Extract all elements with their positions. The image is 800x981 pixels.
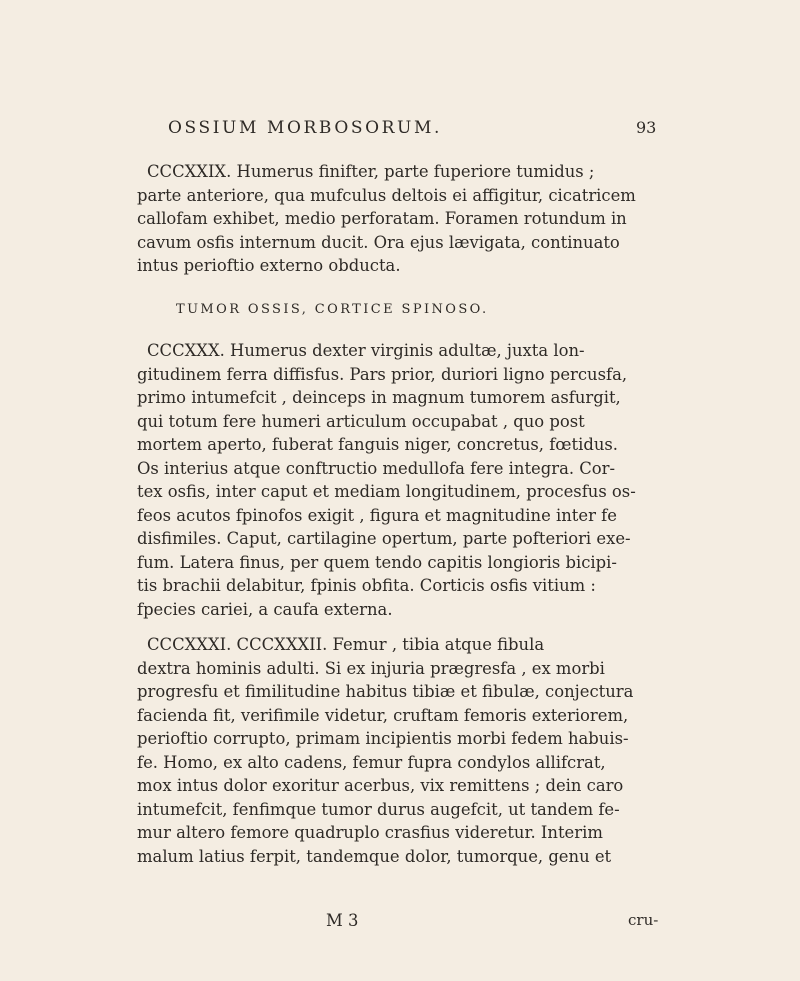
page-number: 93 [636, 118, 657, 137]
text-line: mox intus dolor exoritur acerbus, vix remittens ; dein caro [137, 776, 624, 795]
text-line: CCCXXXI. CCCXXXII. Femur , tibia atque fibula [147, 635, 545, 654]
paragraph-cccxxxi [137, 633, 667, 868]
text-line: dextra hominis adulti. Si ex injuria prægresfa , ex morbi [137, 658, 605, 678]
text-line: facienda fit, verifimile videtur, cruftam femoris exteriorem, [137, 705, 629, 725]
text-line: intumefcit, fenfimque tumor durus augefcit, ut tandem fe- [137, 799, 620, 819]
text-line: fum. Latera finus, per quem tendo capitis longioris bicipi- [137, 552, 617, 572]
paragraph-cccxxx [137, 339, 667, 621]
text-line: progresfu et fimilitudine habitus tibiæ et fibulæ, conjectura [137, 682, 634, 701]
running-head: OSSIUM MORBOSORUM. [168, 118, 442, 138]
text-line: callofam exhibet, medio perforatam. Foramen rotundum in [137, 209, 627, 228]
text-line: Os interius atque conftructio medullofa fere integra. Cor- [137, 458, 616, 478]
section-subheading: TUMOR OSSIS, CORTICE SPINOSO. [176, 302, 489, 317]
paragraph-cccxxix [137, 160, 667, 278]
text-line: qui totum fere humeri articulum occupabat , quo post [137, 411, 585, 431]
text-line: gitudinem ferra diffisfus. Pars prior, duriori ligno percusfa, [137, 364, 628, 384]
catchword: cru- [628, 911, 659, 929]
text-line: fe. Homo, ex alto cadens, femur fupra condylos allifcrat, [137, 752, 606, 772]
text-line: mur altero femore quadruplo crasfius videretur. Interim [137, 823, 603, 842]
signature-mark: M 3 [326, 911, 359, 930]
text-line: mortem aperto, fuberat fanguis niger, concretus, fœtidus. [137, 435, 618, 454]
text-line: parte anteriore, qua mufculus deltois ei affigitur, cicatricem [137, 185, 636, 205]
text-line: CCCXXX. Humerus dexter virginis adultæ, juxta lon- [147, 341, 585, 360]
text-line: perioftio corrupto, primam incipientis morbi fedem habuis- [137, 729, 629, 748]
text-line: fpecies cariei, a caufa externa. [137, 599, 393, 619]
text-line: tex osfis, inter caput et mediam longitudinem, procesfus os- [137, 482, 636, 501]
text-line: feos acutos fpinofos exigit , figura et magnitudine inter fe [137, 505, 617, 525]
text-line: cavum osfis internum ducit. Ora ejus lævigata, continuato [137, 232, 620, 252]
text-line: primo intumefcit , deinceps in magnum tumorem asfurgit, [137, 388, 621, 407]
text-line: CCCXXIX. Humerus finifter, parte fuperiore tumidus ; [147, 162, 595, 181]
text-line: intus perioftio externo obducta. [137, 256, 401, 275]
text-line: disfimiles. Caput, cartilagine opertum, parte pofteriori exe- [137, 529, 631, 548]
text-line: malum latius ferpit, tandemque dolor, tumorque, genu et [137, 846, 612, 866]
text-line: tis brachii delabitur, fpinis obfita. Corticis osfis vitium : [137, 576, 596, 595]
